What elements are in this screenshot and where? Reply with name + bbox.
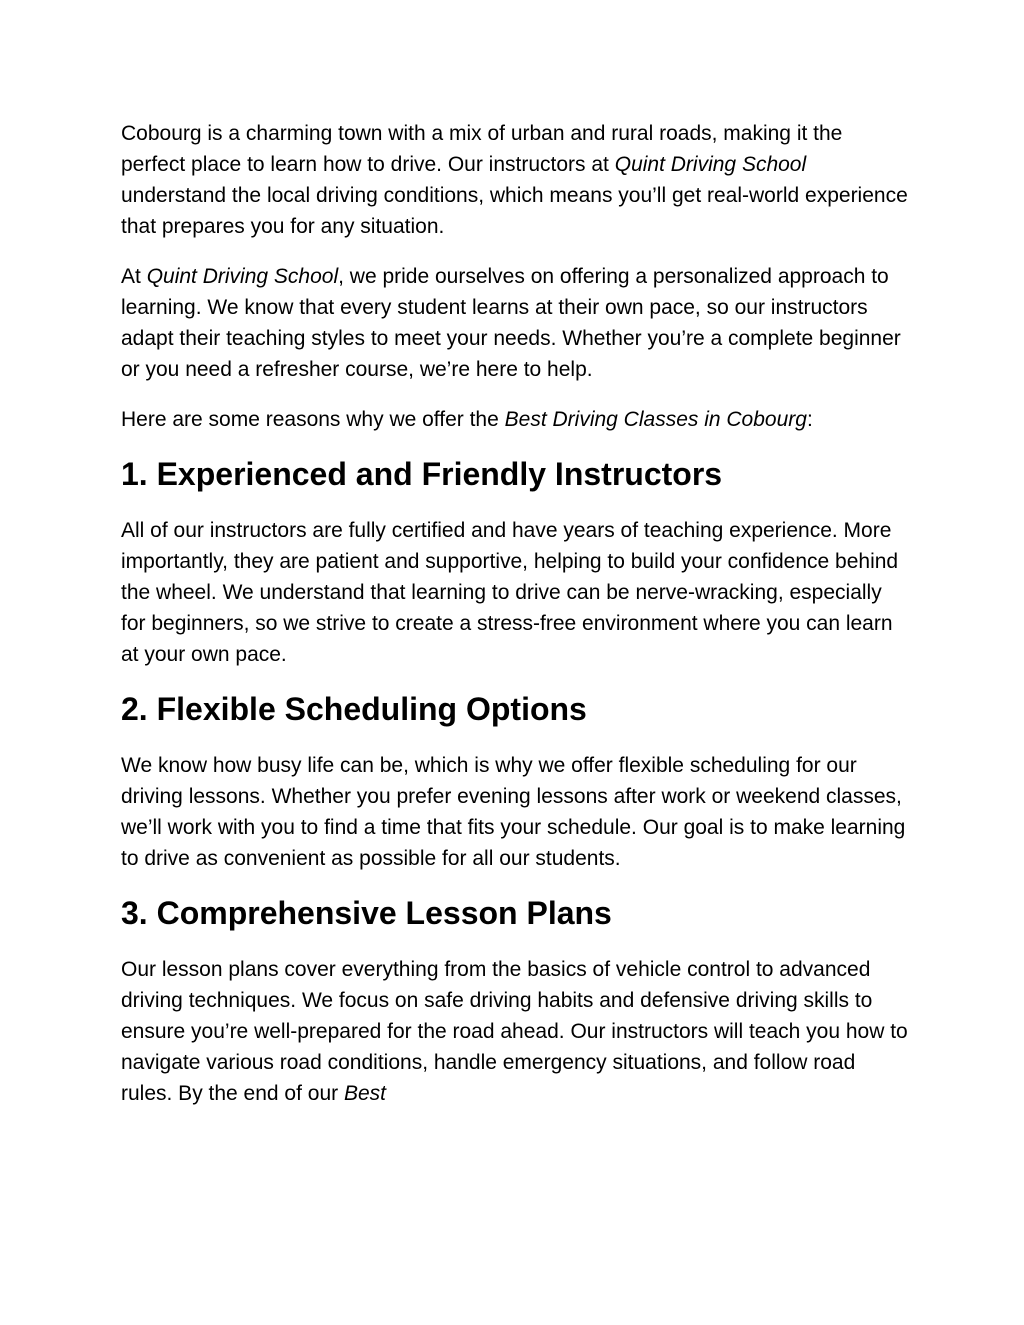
section-body-scheduling: We know how busy life can be, which is why we offer flexible scheduling for our driving lessons. Whether you prefer evening lessons after work or weekend classes, we’ll work with you to find a time that fits your schedule. Our goal is to make learning to drive as convenient as possible for all our students. bbox=[121, 754, 906, 870]
section-heading-instructors: 1. Experienced and Friendly Instructors bbox=[121, 456, 723, 492]
reasons-text-1: Here are some reasons why we offer the bbox=[121, 408, 505, 431]
section-heading-scheduling: 2. Flexible Scheduling Options bbox=[121, 691, 587, 727]
intro-text-2: understand the local driving conditions, which means you’ll get real-world experience that prepares you for any situation. bbox=[121, 184, 908, 238]
reasons-intro-paragraph bbox=[121, 404, 911, 435]
approach-text-2: , we pride ourselves on offering a personalized approach to learning. We know that every student learns at their own pace, so our instructors adapt their teaching styles to meet your needs. Whether you’re a complete beginner or you need a refresher course, we’re here to help. bbox=[121, 265, 901, 381]
section-body-instructors: All of our instructors are fully certified and have years of teaching experience. More importantly, they are patient and supportive, helping to build your confidence behind the wheel. We understand that learning to drive can be nerve-wracking, especially for beginners, so we strive to create a stress-free environment where you can learn at your own pace. bbox=[121, 519, 899, 666]
school-name-italic: Quint Driving School bbox=[146, 265, 339, 288]
lesson-plans-text: Our lesson plans cover everything from the basics of vehicle control to advanced driving techniques. We focus on safe driving habits and defensive driving skills to ensure you’re well-prepared for the road ahead. Our instructors will teach you how to navigate various road conditions, handle emergency situations, and follow road rules. By the end of our bbox=[121, 958, 908, 1105]
section-body-lesson-plans bbox=[121, 954, 911, 1109]
reasons-text-2: : bbox=[806, 408, 813, 431]
section-heading-lesson-plans: 3. Comprehensive Lesson Plans bbox=[121, 895, 612, 931]
best-classes-italic: Best Driving Classes in Cobourg bbox=[504, 408, 807, 431]
school-name-italic: Quint Driving School bbox=[614, 153, 807, 176]
intro-text-1: Cobourg is a charming town with a mix of urban and rural roads, making it the perfect place to learn how to drive. Our instructors at bbox=[121, 122, 843, 176]
approach-paragraph bbox=[121, 261, 911, 385]
best-italic: Best bbox=[343, 1082, 386, 1105]
document-page bbox=[121, 118, 911, 1128]
approach-text-1: At bbox=[121, 265, 147, 288]
intro-paragraph bbox=[121, 118, 911, 242]
